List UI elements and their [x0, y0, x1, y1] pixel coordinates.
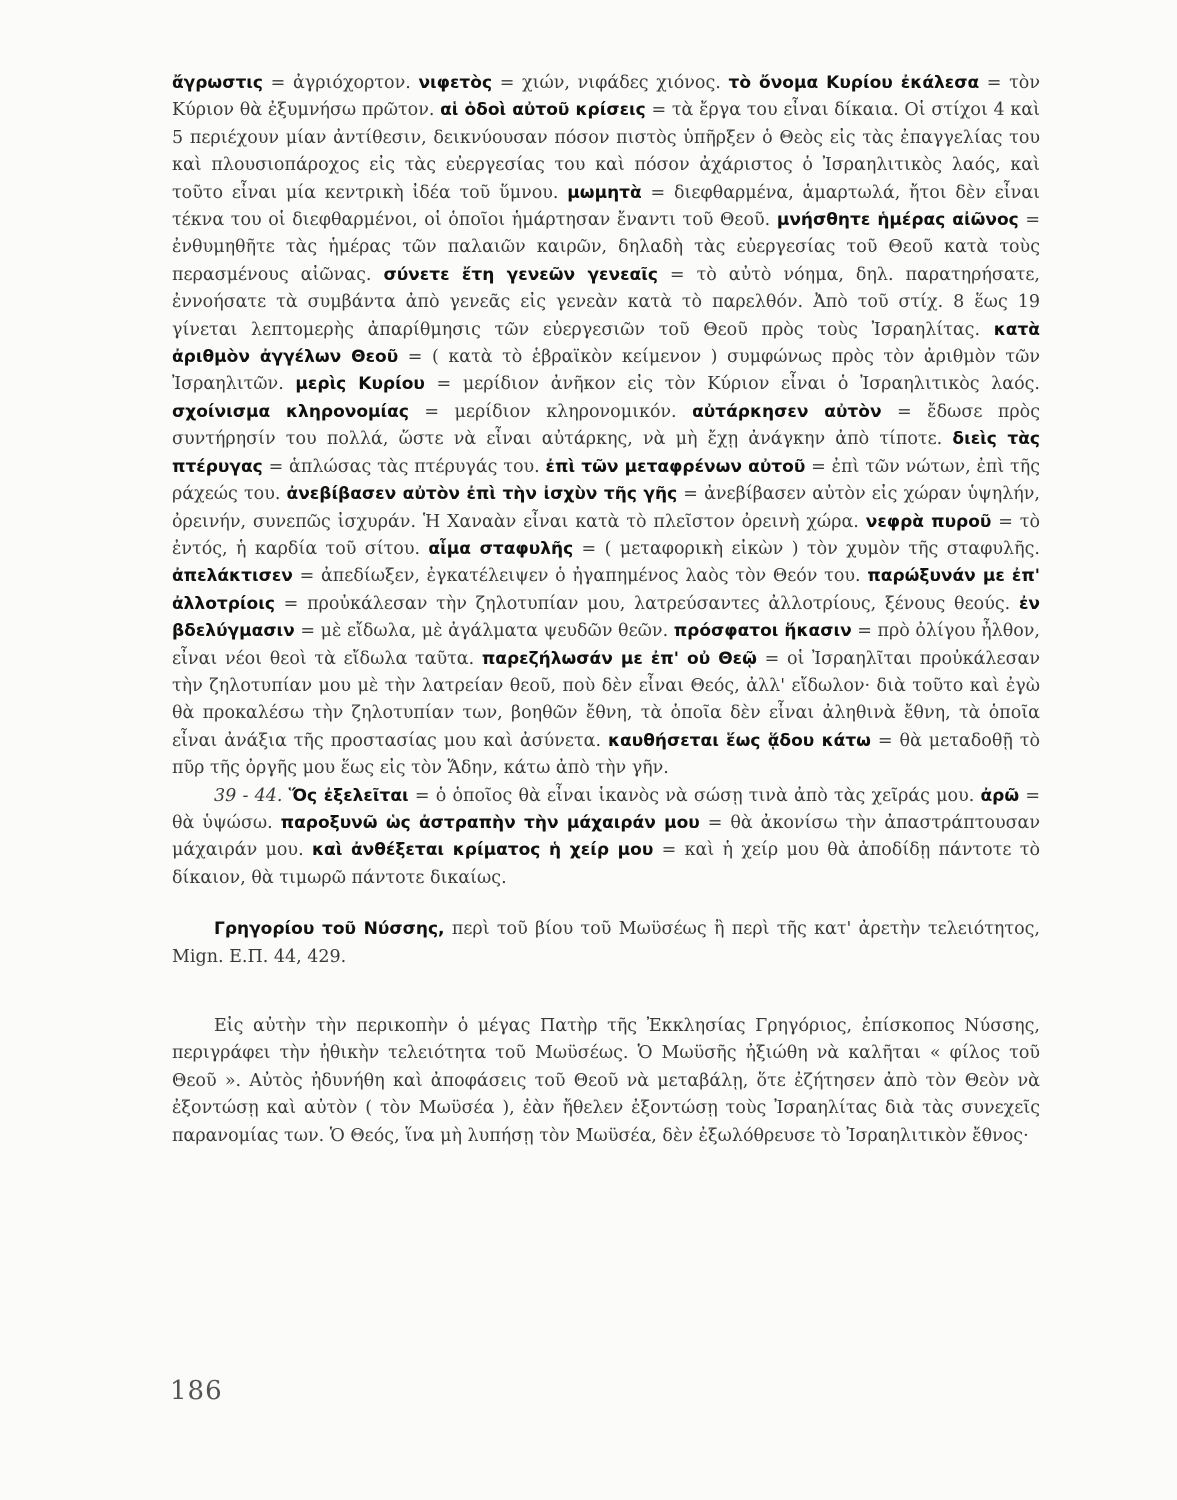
glossary-definition: = ( κατὰ τὸ ἑβραϊκὸν κείμενον ) συμφώνως πρὸς τὸν ἀριθμὸν τῶν Ἰσραηλιτῶν. [172, 347, 1040, 395]
glossary-definition: = χιών, νιφάδες χιόνος. [492, 73, 729, 93]
glossary-definition: = τὸ αὐτὸ νόημα, δηλ. παρατηρήσατε, ἐννοήσατε τὰ συμβάντα ἀπὸ γενεᾶς εἰς γενεὰν κατὰ τὸ παρελθόν. Ἀπὸ τοῦ στίχ. 8 ἕως 19 γίνεται λεπτομερὴς ἀπαρίθμησις τῶν εὐεργεσιῶν τοῦ Θεοῦ πρὸς τοὺς Ἰσραηλίτας. [172, 264, 1040, 340]
glossary-definition: = ἐνθυμηθῆτε τὰς ἡμέρας τῶν παλαιῶν καιρῶν, δηλαδὴ τὰς εὐεργεσίας τοῦ Θεοῦ κατὰ τοὺς περασμένους αἰῶνας. [172, 210, 1041, 285]
glossary-term: μωμητὰ [567, 182, 642, 203]
glossary-definition: = διεφθαρμένα, ἁμαρτωλά, ἤτοι δὲν εἶναι τέκνα του οἱ διεφθαρμένοι, οἱ ὁποῖοι ἡμάρτησαν ἔναντι τοῦ Θεοῦ. [172, 182, 1040, 231]
glossary-definition: = ἀπεδίωξεν, ἐγκατέλειψεν ὁ ἠγαπημένος λαὸς τὸν Θεόν του. [292, 566, 868, 587]
page-body [172, 70, 1040, 1150]
glossary-term: ἐπὶ τῶν μεταφρένων αὐτοῦ [545, 456, 806, 477]
glossary-definition: = ἀνεβίβασεν αὐτὸν εἰς χώραν ὑψηλήν, ὀρεινήν, συνεπῶς ἰσχυράν. Ἡ Χαναὰν εἶναι κατὰ τὸ πλεῖστον ὀρεινὴ χώρα. [172, 484, 1040, 532]
glossary-term: παρώξυνάν με ἐπ' ἀλλοτρίοις [172, 566, 1041, 614]
glossary-term: νεφρὰ πυροῦ [865, 511, 992, 532]
verse-term: καὶ ἀνθέξεται κρίματος ἡ χείρ μου [311, 840, 654, 861]
source-author: Γρηγορίου τοῦ Νύσσης, [214, 919, 445, 940]
glossary-definition: = μερίδιον κληρονομικόν. [408, 401, 693, 422]
verse-term: Ὅς ἐξελεῖται [288, 785, 409, 806]
verses-paragraph [172, 783, 1040, 893]
glossary-term: ἐν βδελύγμασιν [172, 593, 1040, 642]
glossary-definition: = ἁπλώσας τὰς πτέρυγάς του. [262, 456, 546, 477]
glossary-term: τὸ ὄνομα Κυρίου ἐκάλεσα [728, 73, 980, 93]
page-number: 186 [170, 1376, 223, 1406]
glossary-definition: = ἀγριόχορτον. [263, 73, 419, 93]
glossary-definition: = ἔδωσε πρὸς συντήρησίν του πολλά, ὥστε νὰ εἶναι αὐτάρκης, νὰ μὴ ἔχῃ ἀνάγκην ἀπὸ τίποτε. [172, 401, 1040, 450]
commentary-text: Εἰς αὐτὴν τὴν περικοπὴν ὁ μέγας Πατὴρ τῆς Ἐκκλησίας Γρηγόριος, ἐπίσκοπος Νύσσης, περιγράφει τὴν ἠθικὴν τελειότητα τοῦ Μωϋσέως. Ὁ Μωϋσῆς ἠξιώθη νὰ καλῆται « φίλος τοῦ Θεοῦ ». Αὐτὸς ἠδυνήθη καὶ ἀποφάσεις τοῦ Θεοῦ νὰ μεταβάλῃ, ὅτε ἐζήτησεν ἀπὸ τὸν Θεὸν νὰ ἐξοντώσῃ καὶ αὐτὸν ( τὸν Μωϋσέα ), ἐὰν ἤθελεν ἐξοντώσῃ τοὺς Ἰσραηλίτας διὰ τὰς συνεχεῖς παρανομίας των. Ὁ Θεός, ἵνα μὴ λυπήσῃ τὸν Μωϋσέα, δὲν ἐξωλόθρευσε τὸ Ἰσραηλιτικὸν ἔθνος· [172, 1016, 1040, 1146]
glossary-definition: = τὰ ἔργα του εἶναι δίκαια. Οἱ στίχοι 4 καὶ 5 περιέχουν μίαν ἀντίθεσιν, δεικνύουσαν πόσον πιστὸς ὑπῆρξεν ὁ Θεὸς εἰς τὰς ἐπαγγελίας του καὶ πλουσιοπάροχος εἰς τὰς εὐεργεσίας του καὶ πόσον ἀχάριστος ὁ Ἰσραηλιτικὸς λαός, καὶ τοῦτο εἶναι μία κεντρικὴ ἰδέα τοῦ ὕμνου. [172, 100, 1041, 203]
commentary-paragraph [172, 1013, 1040, 1150]
glossary-term: παρεζήλωσάν με ἐπ' οὐ Θεῷ [481, 648, 757, 669]
glossary-definition: = μερίδιον ἀνῆκον εἰς τὸν Κύριον εἶναι ὁ Ἰσραηλιτικὸς λαός. [424, 374, 1040, 395]
glossary-term: μνήσθητε ἡμέρας αἰῶνος [776, 210, 1019, 231]
verse-definition: = ὁ ὁποῖος θὰ εἶναι ἱκανὸς νὰ σώσῃ τινὰ ἀπὸ τὰς χεῖράς μου. [408, 785, 981, 806]
glossary-definition: = προὐκάλεσαν τὴν ζηλοτυπίαν μου, λατρεύσαντες ἀλλοτρίους, ξένους θεούς. [274, 593, 1019, 614]
glossary-term: νιφετὸς [418, 73, 493, 93]
verse-definition: = θὰ ὑψώσω. [172, 785, 1040, 833]
verse-term: παροξυνῶ ὡς ἀστραπὴν τὴν μάχαιράν μου [280, 812, 700, 833]
verse-definition: = θὰ ἀκονίσω τὴν ἀπαστράπτουσαν μάχαιράν μου. [172, 812, 1040, 861]
source-citation [172, 916, 1040, 971]
glossary-term: αἷμα σταφυλῆς [428, 538, 574, 559]
glossary-term: διεὶς τὰς πτέρυγας [172, 429, 1040, 477]
verses-label: 39 - 44. [214, 785, 283, 806]
glossary-term: πρόσφατοι ἥκασιν [673, 621, 852, 642]
glossary-term: σύνετε ἔτη γενεῶν γενεαῖς [383, 264, 658, 285]
glossary-term: κατὰ ἀριθμὸν ἀγγέλων Θεοῦ [172, 319, 1040, 368]
glossary-term: μερὶς Κυρίου [295, 374, 425, 395]
glossary-definition: = θὰ μεταδοθῇ τὸ πῦρ τῆς ὀργῆς μου ἕως εἰς τὸν Ἅδην, κάτω ἀπὸ τὴν γῆν. [172, 730, 1040, 779]
glossary-definition: = πρὸ ὀλίγου ἦλθον, εἶναι νέοι θεοὶ τὰ εἴδωλα ταῦτα. [172, 621, 1040, 669]
glossary-term: καυθήσεται ἕως ᾅδου κάτω [607, 730, 871, 751]
glossary-definition: = τὸ ἐντός, ἡ καρδία τοῦ σίτου. [172, 511, 1040, 559]
glossary-definition: = τὸν Κύριον θὰ ἐξυμνήσω πρῶτον. [172, 73, 1040, 121]
source-reference: περὶ τοῦ βίου τοῦ Μωϋσέως ἢ περὶ τῆς κατ' ἀρετὴν τελειότητος, Mign. Ε.Π. 44, 429. [172, 919, 1040, 967]
glossary-definition: = ἐπὶ τῶν νώτων, ἐπὶ τῆς ράχεώς του. [172, 456, 1041, 505]
glossary-definition: = μὲ εἴδωλα, μὲ ἀγάλματα ψευδῶν θεῶν. [294, 621, 674, 642]
glossary-definition: = ( μεταφορικὴ εἰκὼν ) τὸν χυμὸν τῆς σταφυλῆς. [573, 538, 1040, 559]
verse-definition: = καὶ ἡ χείρ μου θὰ ἀποδίδῃ πάντοτε τὸ δίκαιον, θὰ τιμωρῶ πάντοτε δικαίως. [172, 840, 1040, 888]
glossary-term: ἀπελάκτισεν [172, 566, 293, 587]
glossary-term: αὐτάρκησεν αὐτὸν [692, 401, 882, 422]
glossary-definition: = οἱ Ἰσραηλῖται προὐκάλεσαν τὴν ζηλοτυπίαν μου μὲ τὴν λατρείαν θεοῦ, ποὺ δὲν εἶναι Θεός, ἀλλ' εἴδωλον· διὰ τοῦτο καὶ ἐγὼ θὰ προκαλέσω τὴν ζηλοτυπίαν των, βοηθῶν ἔθνη, τὰ ὁποῖα δὲν εἶναι ἀληθινὰ ἔθνη, τὰ ὁποῖα εἶναι ἀνάξια τῆς προστασίας μου καὶ ἀσύνετα. [172, 648, 1040, 751]
glossary-term: σχοίνισμα κληρονομίας [172, 401, 409, 422]
verse-term: ἀρῶ [980, 785, 1020, 806]
glossary-term: αἱ ὁδοὶ αὐτοῦ κρίσεις [440, 100, 646, 121]
glossary-term: ἄγρωστις [172, 73, 263, 93]
glossary-term: ἀνεβίβασεν αὐτὸν ἐπὶ τὴν ἰσχὺν τῆς γῆς [286, 484, 678, 505]
glossary-paragraph [172, 70, 1040, 783]
